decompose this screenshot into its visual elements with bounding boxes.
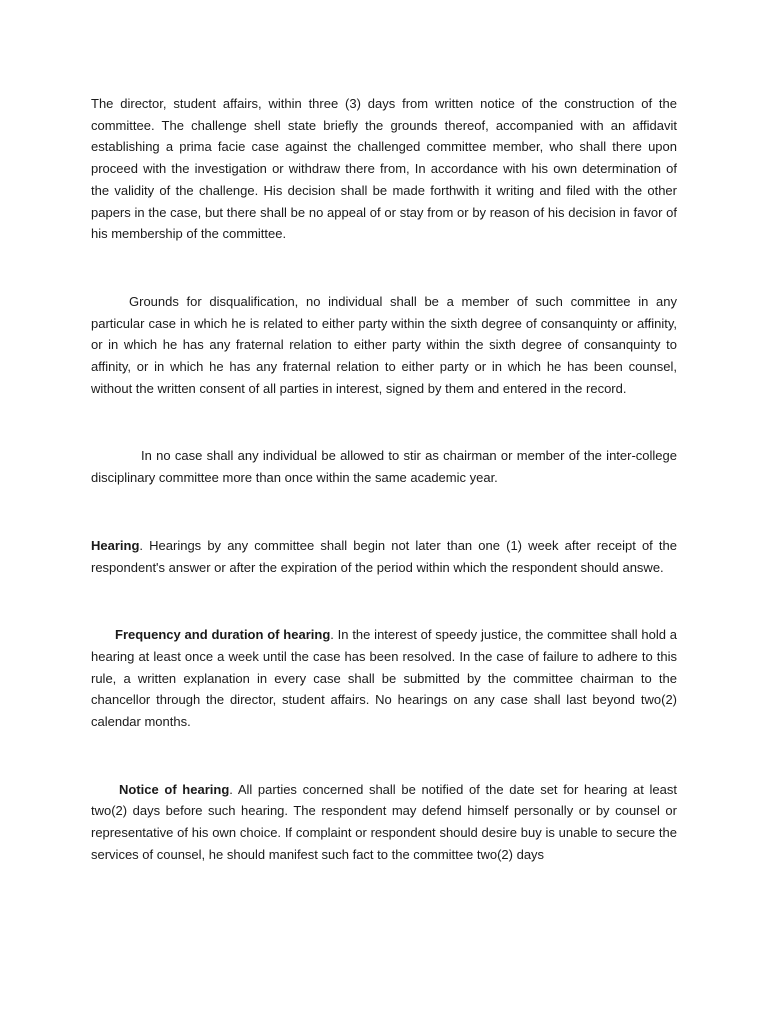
paragraph-academic-year-limit <box>91 445 677 488</box>
paragraph-text: . All parties concerned shall be notified of the date set for hearing at least two(2) days before such hearing. The respondent may defend himself personally or by counsel or representative of his own choice. If complaint or respondent should desire buy is unable to secure the services of counsel, he should manifest such fact to the committee two(2) days <box>91 781 677 862</box>
document-page <box>91 93 677 866</box>
paragraph-hearing <box>91 535 677 578</box>
section-heading: Notice of hearing <box>119 781 230 797</box>
paragraph-text: . Hearings by any committee shall begin not later than one (1) week after receipt of the respondent's answer or after the expiration of the period within which the respondent should answe. <box>91 537 677 575</box>
paragraph-notice <box>91 779 677 866</box>
paragraph-text: . In the interest of speedy justice, the committee shall hold a hearing at least once a week until the case has been resolved. In the case of failure to adhere to this rule, a written explanation in every case shall be submitted by the committee chairman to the chancellor through the director, student affairs. No hearings on any case shall last beyond two(2) calendar months. <box>91 627 677 730</box>
paragraph-disqualification <box>91 291 677 400</box>
paragraph-text: The director, student affairs, within three (3) days from written notice of the construction of the committee. The challenge shell state briefly the grounds thereof, accompanied with an affidavit establishing a prima facie case against the challenged committee member, who shall there upon proceed with the investigation or withdraw there from, In accordance with his own determination of the validity of the challenge. His decision shall be made forthwith it writing and filed with the other papers in the case, but there shall be no appeal of or stay from or by reason of his decision in favor of his membership of the committee. <box>91 96 677 242</box>
paragraph-text: In no case shall any individual be allowed to stir as chairman or member of the inter-college disciplinary committee more than once within the same academic year. <box>91 448 677 486</box>
paragraph-challenge <box>91 93 677 245</box>
paragraph-text: Grounds for disqualification, no individual shall be a member of such committee in any particular case in which he is related to either party within the sixth degree of consanquinty or affinity, or in which he has any fraternal relation to either party within the sixth degree of consanquinty to affinity, or in which he has any fraternal relation to either party or in which he has been counsel, without the written consent of all parties in interest, signed by them and entered in the record. <box>91 293 677 396</box>
paragraph-frequency <box>91 624 677 733</box>
section-heading: Hearing <box>91 537 140 553</box>
section-heading: Frequency and duration of hearing <box>115 627 331 643</box>
